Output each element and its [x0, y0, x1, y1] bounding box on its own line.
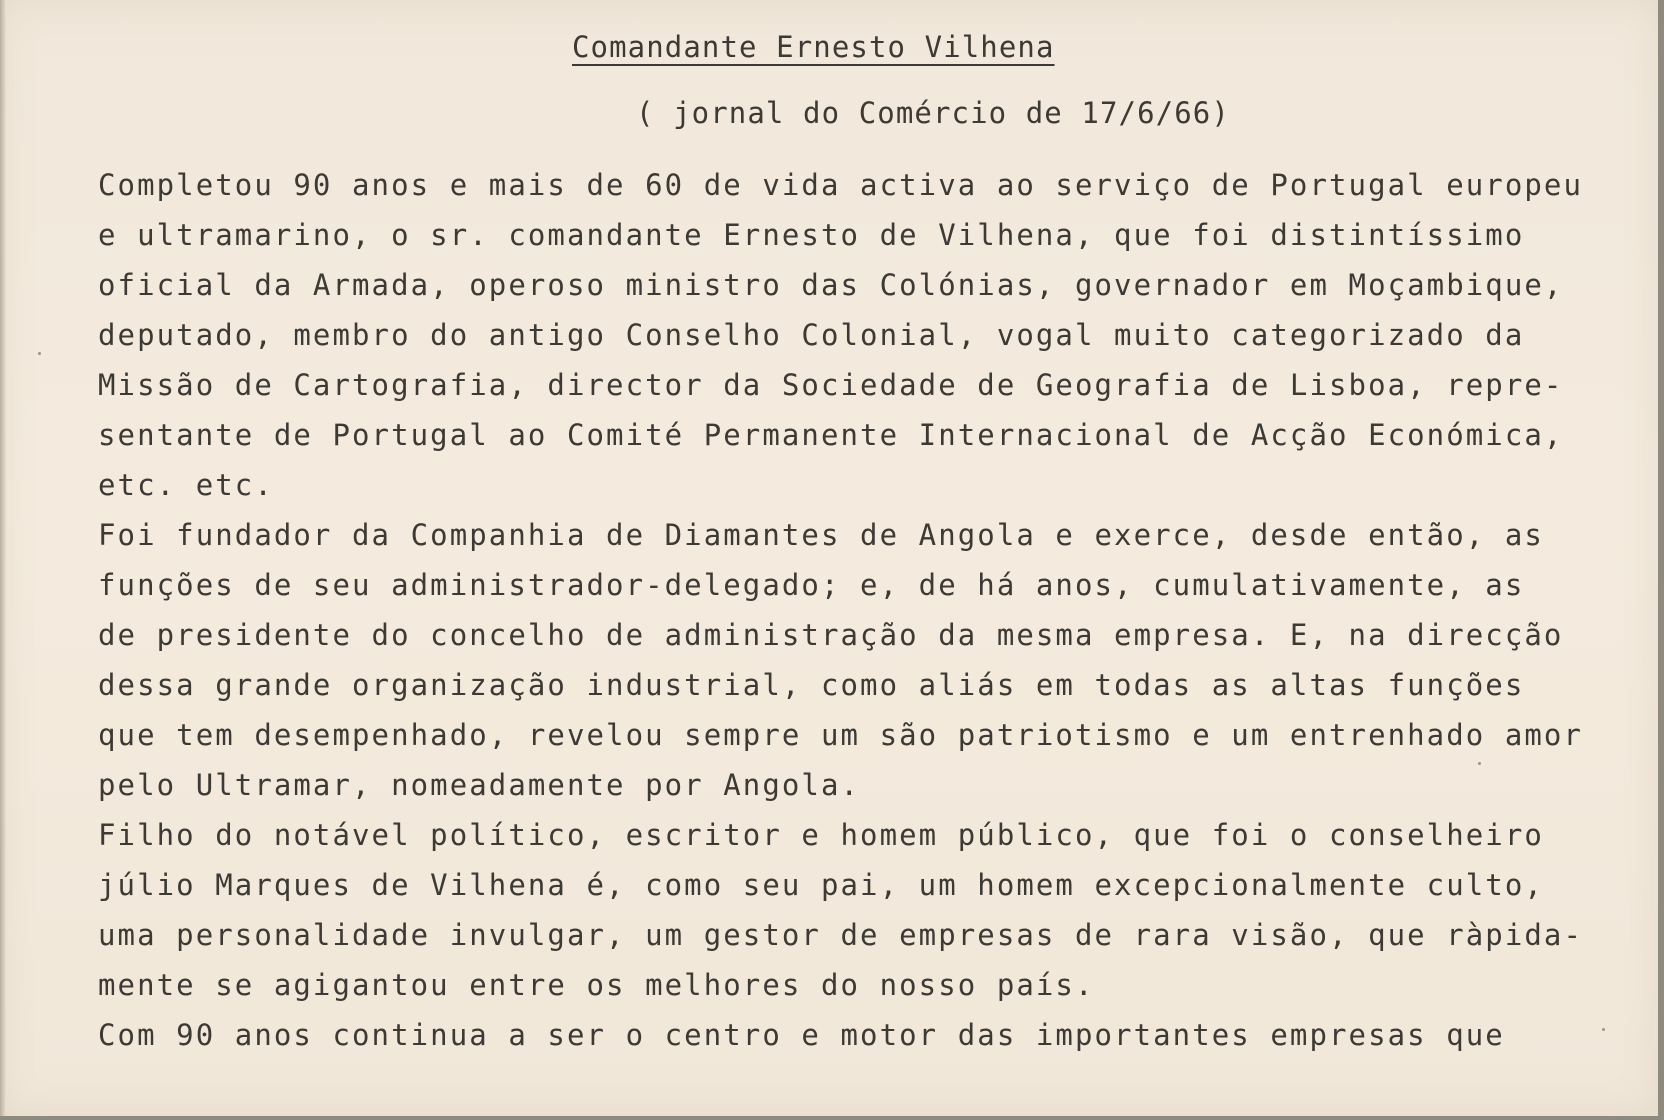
text-line: mente se agigantou entre os melhores do nosso país.	[98, 968, 1095, 1002]
document-body	[98, 160, 1658, 1060]
text-line: júlio Marques de Vilhena é, como seu pai, um homem excepcionalmente culto,	[98, 868, 1544, 902]
paper-speck	[1602, 1028, 1605, 1031]
text-line: Foi fundador da Companhia de Diamantes de Angola e exerce, desde então, as	[98, 518, 1544, 552]
text-line: uma personalidade invulgar, um gestor de empresas de rara visão, que ràpida-	[98, 918, 1583, 952]
text-line: pelo Ultramar, nomeadamente por Angola.	[98, 768, 861, 802]
text-line: Filho do notável político, escritor e homem público, que foi o conselheiro	[98, 818, 1544, 852]
text-line: Com 90 anos continua a ser o centro e motor das importantes empresas que	[98, 1018, 1505, 1052]
text-line: sentante de Portugal ao Comité Permanente Internacional de Acção Económica,	[98, 418, 1564, 452]
text-line: etc. etc.	[98, 468, 274, 502]
document-subtitle: ( jornal do Comércio de 17/6/66)	[636, 96, 1230, 130]
text-line: Missão de Cartografia, director da Sociedade de Geografia de Lisboa, repre-	[98, 368, 1564, 402]
text-line: oficial da Armada, operoso ministro das Colónias, governador em Moçambique,	[98, 268, 1564, 302]
paper-speck	[1478, 762, 1481, 765]
text-line: de presidente do concelho de administração da mesma empresa. E, na direcção	[98, 618, 1564, 652]
text-line: deputado, membro do antigo Conselho Colonial, vogal muito categorizado da	[98, 318, 1525, 352]
text-line: que tem desempenhado, revelou sempre um são patriotismo e um entrenhado amor	[98, 718, 1583, 752]
text-line: e ultramarino, o sr. comandante Ernesto de Vilhena, que foi distintíssimo	[98, 218, 1525, 252]
text-line: funções de seu administrador-delegado; e, de há anos, cumulativamente, as	[98, 568, 1525, 602]
document-title: Comandante Ernesto Vilhena	[572, 30, 1055, 64]
text-line: dessa grande organização industrial, como aliás em todas as altas funções	[98, 668, 1525, 702]
text-line: Completou 90 anos e mais de 60 de vida activa ao serviço de Portugal europeu	[98, 168, 1583, 202]
paper-speck	[38, 352, 41, 355]
